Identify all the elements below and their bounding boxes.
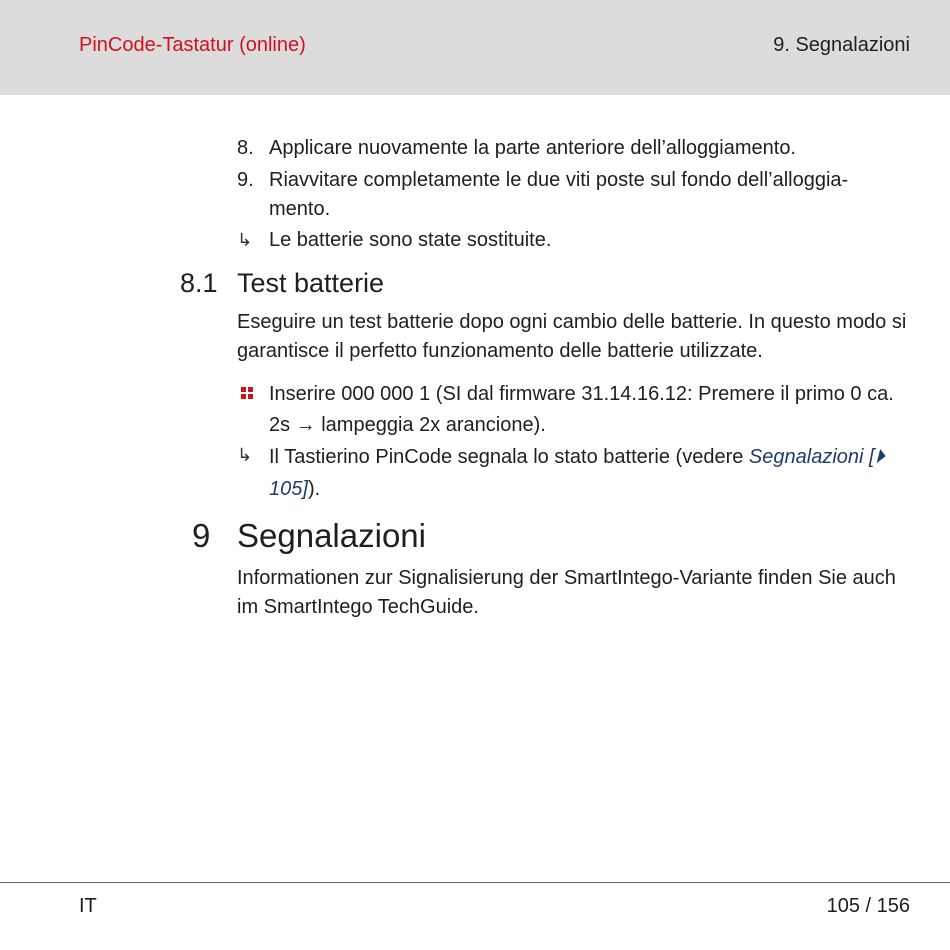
chapter-heading: Segnalazioni [237, 517, 426, 554]
result-arrow-icon: ↳ [237, 445, 253, 465]
footer-language: IT [79, 895, 97, 917]
action-text: Inserire 000 000 1 (SI dal firmware 31.14.16.12: Premere il primo 0 ca. 2s → lampeggia 2x arancione). [269, 383, 894, 436]
chapter-text: Informationen zur Signalisierung der SmartIntego-Variante finden Sie auch im SmartIntego TechGuide. [237, 567, 896, 618]
step-text: Riavvitare completamente le due viti poste sul fondo dell’alloggia-mento. [269, 169, 849, 220]
chapter-number: 9 [192, 517, 211, 554]
document-title: PinCode-Tastatur (online) [79, 34, 306, 56]
chapter-title: 9. Segnalazioni [773, 34, 910, 56]
segnalazioni-link[interactable]: Segnalazioni [⏵ 105] [269, 446, 885, 500]
result-suffix: ). [307, 478, 321, 500]
section-intro: Eseguire un test batterie dopo ogni cambio delle batterie. In questo modo si garantisce il perfetto funzionamento delle batterie utilizzate. [237, 311, 907, 362]
page-number: 105 / 156 [826, 895, 910, 917]
footer-divider [0, 882, 950, 883]
section-number: 8.1 [180, 268, 218, 298]
step-number: 9. [237, 169, 254, 191]
section-title: Test batterie [237, 268, 385, 298]
action-step-icon [241, 387, 254, 400]
result-prefix: Il Tastierino PinCode segnala lo stato batterie (vedere [269, 446, 749, 468]
result-arrow-icon: ↳ [237, 230, 253, 250]
step-text: Applicare nuovamente la parte anteriore dell’alloggiamento. [269, 137, 796, 159]
page-header [0, 0, 950, 95]
result-text: Le batterie sono state sostituite. [269, 229, 552, 251]
result-text [269, 441, 909, 505]
step-number: 8. [237, 137, 254, 159]
